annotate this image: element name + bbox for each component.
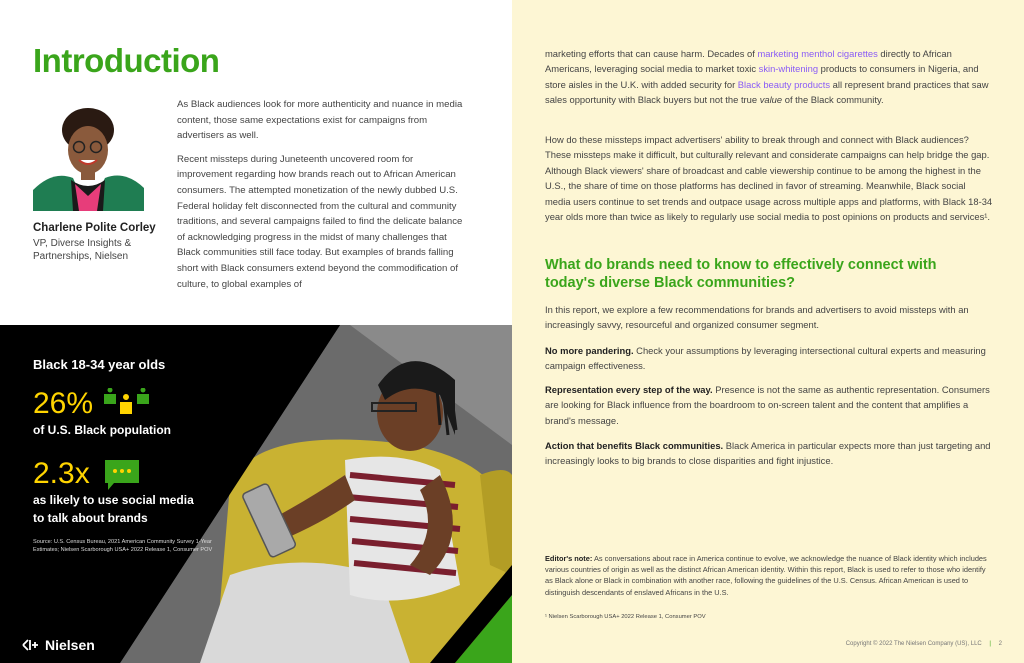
right-page (512, 0, 1024, 663)
nielsen-logo (22, 637, 95, 653)
recommendation-2-title: Representation every step of the way. (545, 384, 713, 395)
skin-whitening-link[interactable]: skin-whitening (758, 63, 819, 75)
menthol-link[interactable]: marketing menthol cigarettes (757, 48, 878, 59)
stat-2-label-line-2: to talk about brands (33, 511, 148, 525)
intro-paragraph-1: As Black audiences look for more authenticity and nuance in media content, those same expectations exist for campaigns from advertisers as well. (177, 99, 463, 142)
people-icon (103, 388, 151, 421)
stats-banner (0, 325, 512, 663)
recommendation-1-text: Check your assumptions by leveraging intersectional cultural experts and measuring campaign effectiveness. (545, 345, 986, 372)
stat-2-label (33, 491, 194, 527)
editors-note-title: Editor's note: (545, 554, 593, 563)
paragraph-missteps (545, 46, 993, 108)
recommendation-3-title: Action that benefits Black communities. (545, 440, 724, 451)
recommendation-2 (545, 382, 993, 428)
stat-1-value: 26% (33, 387, 94, 420)
paragraph-impact: How do these missteps impact advertisers' ability to break through and connect with Black audiences? These missteps make it difficult, but culturally relevant and considerate campaigns can help bridge the gap. Although Black viewers' share of broadcast and cable viewership continue to be among the highest in the U.S., the share of time on those platforms has declined in favor of streaming. Meanwhile, Black social media users continue to set trends and outpace usage across multiple apps and platforms, with Black 18-34 year olds more than twice as likely to regularly use social media to post opinions on products and services¹. (545, 134, 993, 223)
text-segment: of the Black community. (782, 94, 884, 106)
stat-2-value: 2.3x (33, 457, 90, 490)
intro-text (177, 97, 467, 300)
stat-2-label-line-1: as likely to use social media (33, 493, 194, 507)
brand-name: Nielsen (45, 637, 95, 653)
recommendation-2-text: Presence is not the same as authentic representation. Consumers are looking for Black influence from the boardroom to on-screen talent and the content that amplifies a brand's message. (545, 384, 990, 426)
page-footer (846, 641, 1002, 647)
author-photo (33, 100, 144, 211)
editors-note (545, 553, 995, 598)
recommendation-3-text: Black America in particular expects more than just targeting and increasingly looks to big brands to close disparities and fight injustice. (545, 440, 991, 467)
editors-note-text: As conversations about race in America continue to evolve, we acknowledge the nuance of Black identity which includes various countries of origin as well as the distinct African American identity. Within this report, Black is used to refer to those who identify as Black alone or Black in combination with another race, following the guidelines of the U.S. Census. African American is used to distinguish descendants of enslaved Africans in the U.S. (545, 554, 987, 597)
text-segment: marketing efforts that can cause harm. Decades of (545, 48, 758, 59)
page-title: Introduction (33, 42, 220, 79)
black-beauty-link[interactable]: Black beauty products (737, 78, 831, 90)
paragraph-report: In this report, we explore a few recommendations for brands and advertisers to avoid missteps with an increasingly savvy, resourceful and organized consumer segment. (545, 304, 969, 331)
author-name: Charlene Polite Corley (33, 222, 156, 234)
copyright: Copyright © 2022 The Nielsen Company (US), LLC (845, 641, 982, 647)
recommendation-1-title: No more pandering. (545, 345, 634, 356)
footer-divider: | (989, 641, 991, 647)
page-number: 2 (998, 641, 1002, 647)
recommendation-3 (545, 438, 993, 469)
footnote: ¹ Nielsen Scarborough USA+ 2022 Release 1, Consumer POV (545, 614, 706, 620)
author-role: VP, Diverse Insights & Partnerships, Nielsen (33, 238, 132, 262)
recommendation-1 (545, 343, 993, 374)
section-heading: What do brands need to know to effectively connect with today's diverse Black communities? (545, 257, 937, 291)
text-segment: all represent brand practices that saw sales opportunity with Black buyers but not the true (545, 78, 989, 106)
stat-1-label: of U.S. Black population (33, 423, 172, 437)
emphasis: value (759, 94, 783, 106)
text-segment: directly to African Americans, leveraging social media to market toxic (545, 48, 952, 75)
stats-source: Source: U.S. Census Bureau, 2021 American Community Survey 1-Year Estimates; Nielsen Scarborough USA+ 2022 Release 1, Consumer POV (33, 539, 213, 553)
stats-heading: Black 18-34 year olds (33, 357, 166, 372)
nielsen-mark-icon (22, 639, 40, 651)
intro-paragraph-2: Recent missteps during Juneteenth uncovered room for improvement regarding how brands reach out to African American consumers. The attempted monetization of the newly dubbed U.S. Federal holiday felt disconnected from the cultural and community traditions, and several campaigns failed to find the delicate balance of acknowledging progress in the midst of many challenges that Black communities still face today. But examples of brands falling short with Black consumers extend beyond the commodification of culture, to global examples of (177, 153, 463, 290)
text-segment: products to consumers in Nigeria, and store aisles in the U.K. with added security for (545, 63, 979, 90)
